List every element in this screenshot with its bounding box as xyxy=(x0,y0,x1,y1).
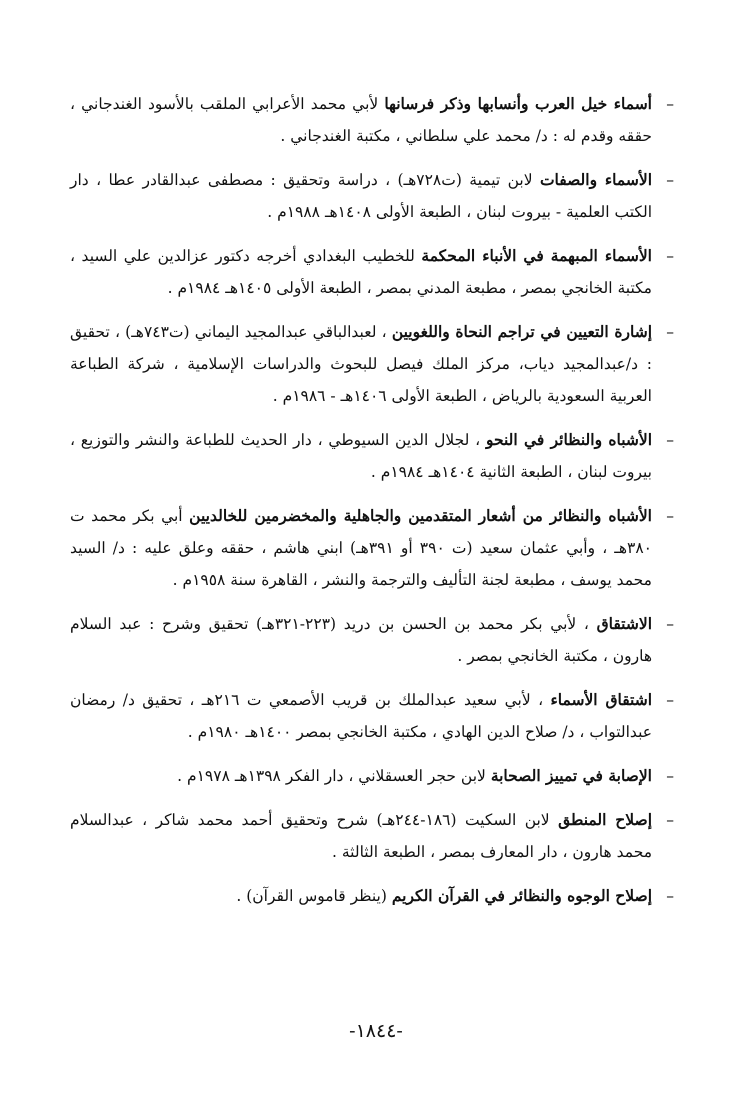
entry-dash: – xyxy=(666,431,674,449)
bibliography-entry xyxy=(70,240,674,304)
entry-title: الأسماء والصفات xyxy=(539,170,653,189)
bibliography-list xyxy=(70,88,674,924)
entry-title: أسماء خيل العرب وأنسابها وذكر فرسانها xyxy=(384,94,652,113)
entry-dash: – xyxy=(666,887,674,905)
entry-text: ، لأبي سعيد عبدالملك بن قريب الأصمعي ت ٢١٦هـ ، تحقيق د/ رمضان عبدالتواب ، د/ صلاح الدين الهادي ، مكتبة الخانجي بمصر ١٤٠٠هـ ١٩٨٠م . xyxy=(70,691,652,741)
bibliography-entry xyxy=(70,424,674,488)
entry-title: اشتقاق الأسماء xyxy=(550,690,653,709)
entry-text: لأبي محمد الأعرابي الملقب بالأسود الغندجاني ، حققه وقدم له : د/ محمد علي سلطاني ، مكتبة الغندجاني . xyxy=(70,95,652,145)
entry-text: لابن السكيت (١٨٦-٢٤٤هـ) شرح وتحقيق أحمد محمد شاكر ، عبدالسلام محمد هارون ، دار المعارف بمصر ، الطبعة الثالثة . xyxy=(70,811,652,861)
entry-dash: – xyxy=(666,323,674,341)
page-number: -١٨٤٤- xyxy=(349,1020,403,1042)
entry-dash: – xyxy=(666,171,674,189)
bibliography-entry xyxy=(70,164,674,228)
bibliography-entry xyxy=(70,684,674,748)
entry-dash: – xyxy=(666,95,674,113)
entry-title: الأسماء المبهمة في الأنباء المحكمة xyxy=(421,246,652,265)
entry-text: أبي بكر محمد ت ٣٨٠هـ ، وأبي عثمان سعيد (ت ٣٩٠ أو ٣٩١هـ) ابني هاشم ، حققه وعلق عليه : د/ السيد محمد يوسف ، مطبعة لجنة التأليف والترجمة والنشر ، القاهرة سنة ١٩٥٨م . xyxy=(70,507,652,589)
entry-text: (ينظر قاموس القرآن) . xyxy=(236,887,392,905)
entry-title: الأشباه والنظائر في النحو xyxy=(485,430,652,449)
entry-dash: – xyxy=(666,767,674,785)
entry-title: إشارة التعيين في تراجم النحاة واللغويين xyxy=(391,322,652,341)
bibliography-entry xyxy=(70,760,674,792)
entry-title: الإصابة في تمييز الصحابة xyxy=(490,766,652,785)
bibliography-entry xyxy=(70,88,674,152)
entry-dash: – xyxy=(666,615,674,633)
entry-text: ، لأبي بكر محمد بن الحسن بن دريد (٢٢٣-٣٢١هـ) تحقيق وشرح : عبد السلام هارون ، مكتبة الخانجي بمصر . xyxy=(70,615,652,665)
entry-dash: – xyxy=(666,247,674,265)
bibliography-entry xyxy=(70,880,674,912)
entry-dash: – xyxy=(666,691,674,709)
bibliography-entry xyxy=(70,316,674,412)
entry-text: ، لجلال الدين السيوطي ، دار الحديث للطباعة والنشر والتوزيع ، بيروت لبنان ، الطبعة الثانية ١٤٠٤هـ ١٩٨٤م . xyxy=(70,431,652,481)
bibliography-entry xyxy=(70,608,674,672)
entry-title: إصلاح الوجوه والنظائر في القرآن الكريم xyxy=(391,886,652,905)
bibliography-entry xyxy=(70,804,674,868)
entry-text: لابن تيمية (ت٧٢٨هـ) ، دراسة وتحقيق : مصطفى عبدالقادر عطا ، دار الكتب العلمية - بيروت لبنان ، الطبعة الأولى ١٤٠٨هـ ١٩٨٨م . xyxy=(70,171,652,221)
entry-dash: – xyxy=(666,507,674,525)
entry-title: إصلاح المنطق xyxy=(558,810,652,829)
entry-text: ، لعبدالباقي عبدالمجيد اليماني (ت٧٤٣هـ) ، تحقيق : د/عبدالمجيد دياب، مركز الملك فيصل للبحوث والدراسات الإسلامية ، شركة الطباعة العربية السعودية بالرياض ، الطبعة الأولى ١٤٠٦هـ - ١٩٨٦م . xyxy=(70,323,652,405)
entry-dash: – xyxy=(666,811,674,829)
entry-text: للخطيب البغدادي أخرجه دكتور عزالدين علي السيد ، مكتبة الخانجي بمصر ، مطبعة المدني بمصر ، الطبعة الأولى ١٤٠٥هـ ١٩٨٤م . xyxy=(70,247,652,297)
entry-text: لابن حجر العسقلاني ، دار الفكر ١٣٩٨هـ ١٩٧٨م . xyxy=(177,767,491,785)
entry-title: الاشتقاق xyxy=(596,614,652,633)
bibliography-entry xyxy=(70,500,674,596)
entry-title: الأشباه والنظائر من أشعار المتقدمين والجاهلية والمخضرمين للخالديين xyxy=(189,506,652,525)
